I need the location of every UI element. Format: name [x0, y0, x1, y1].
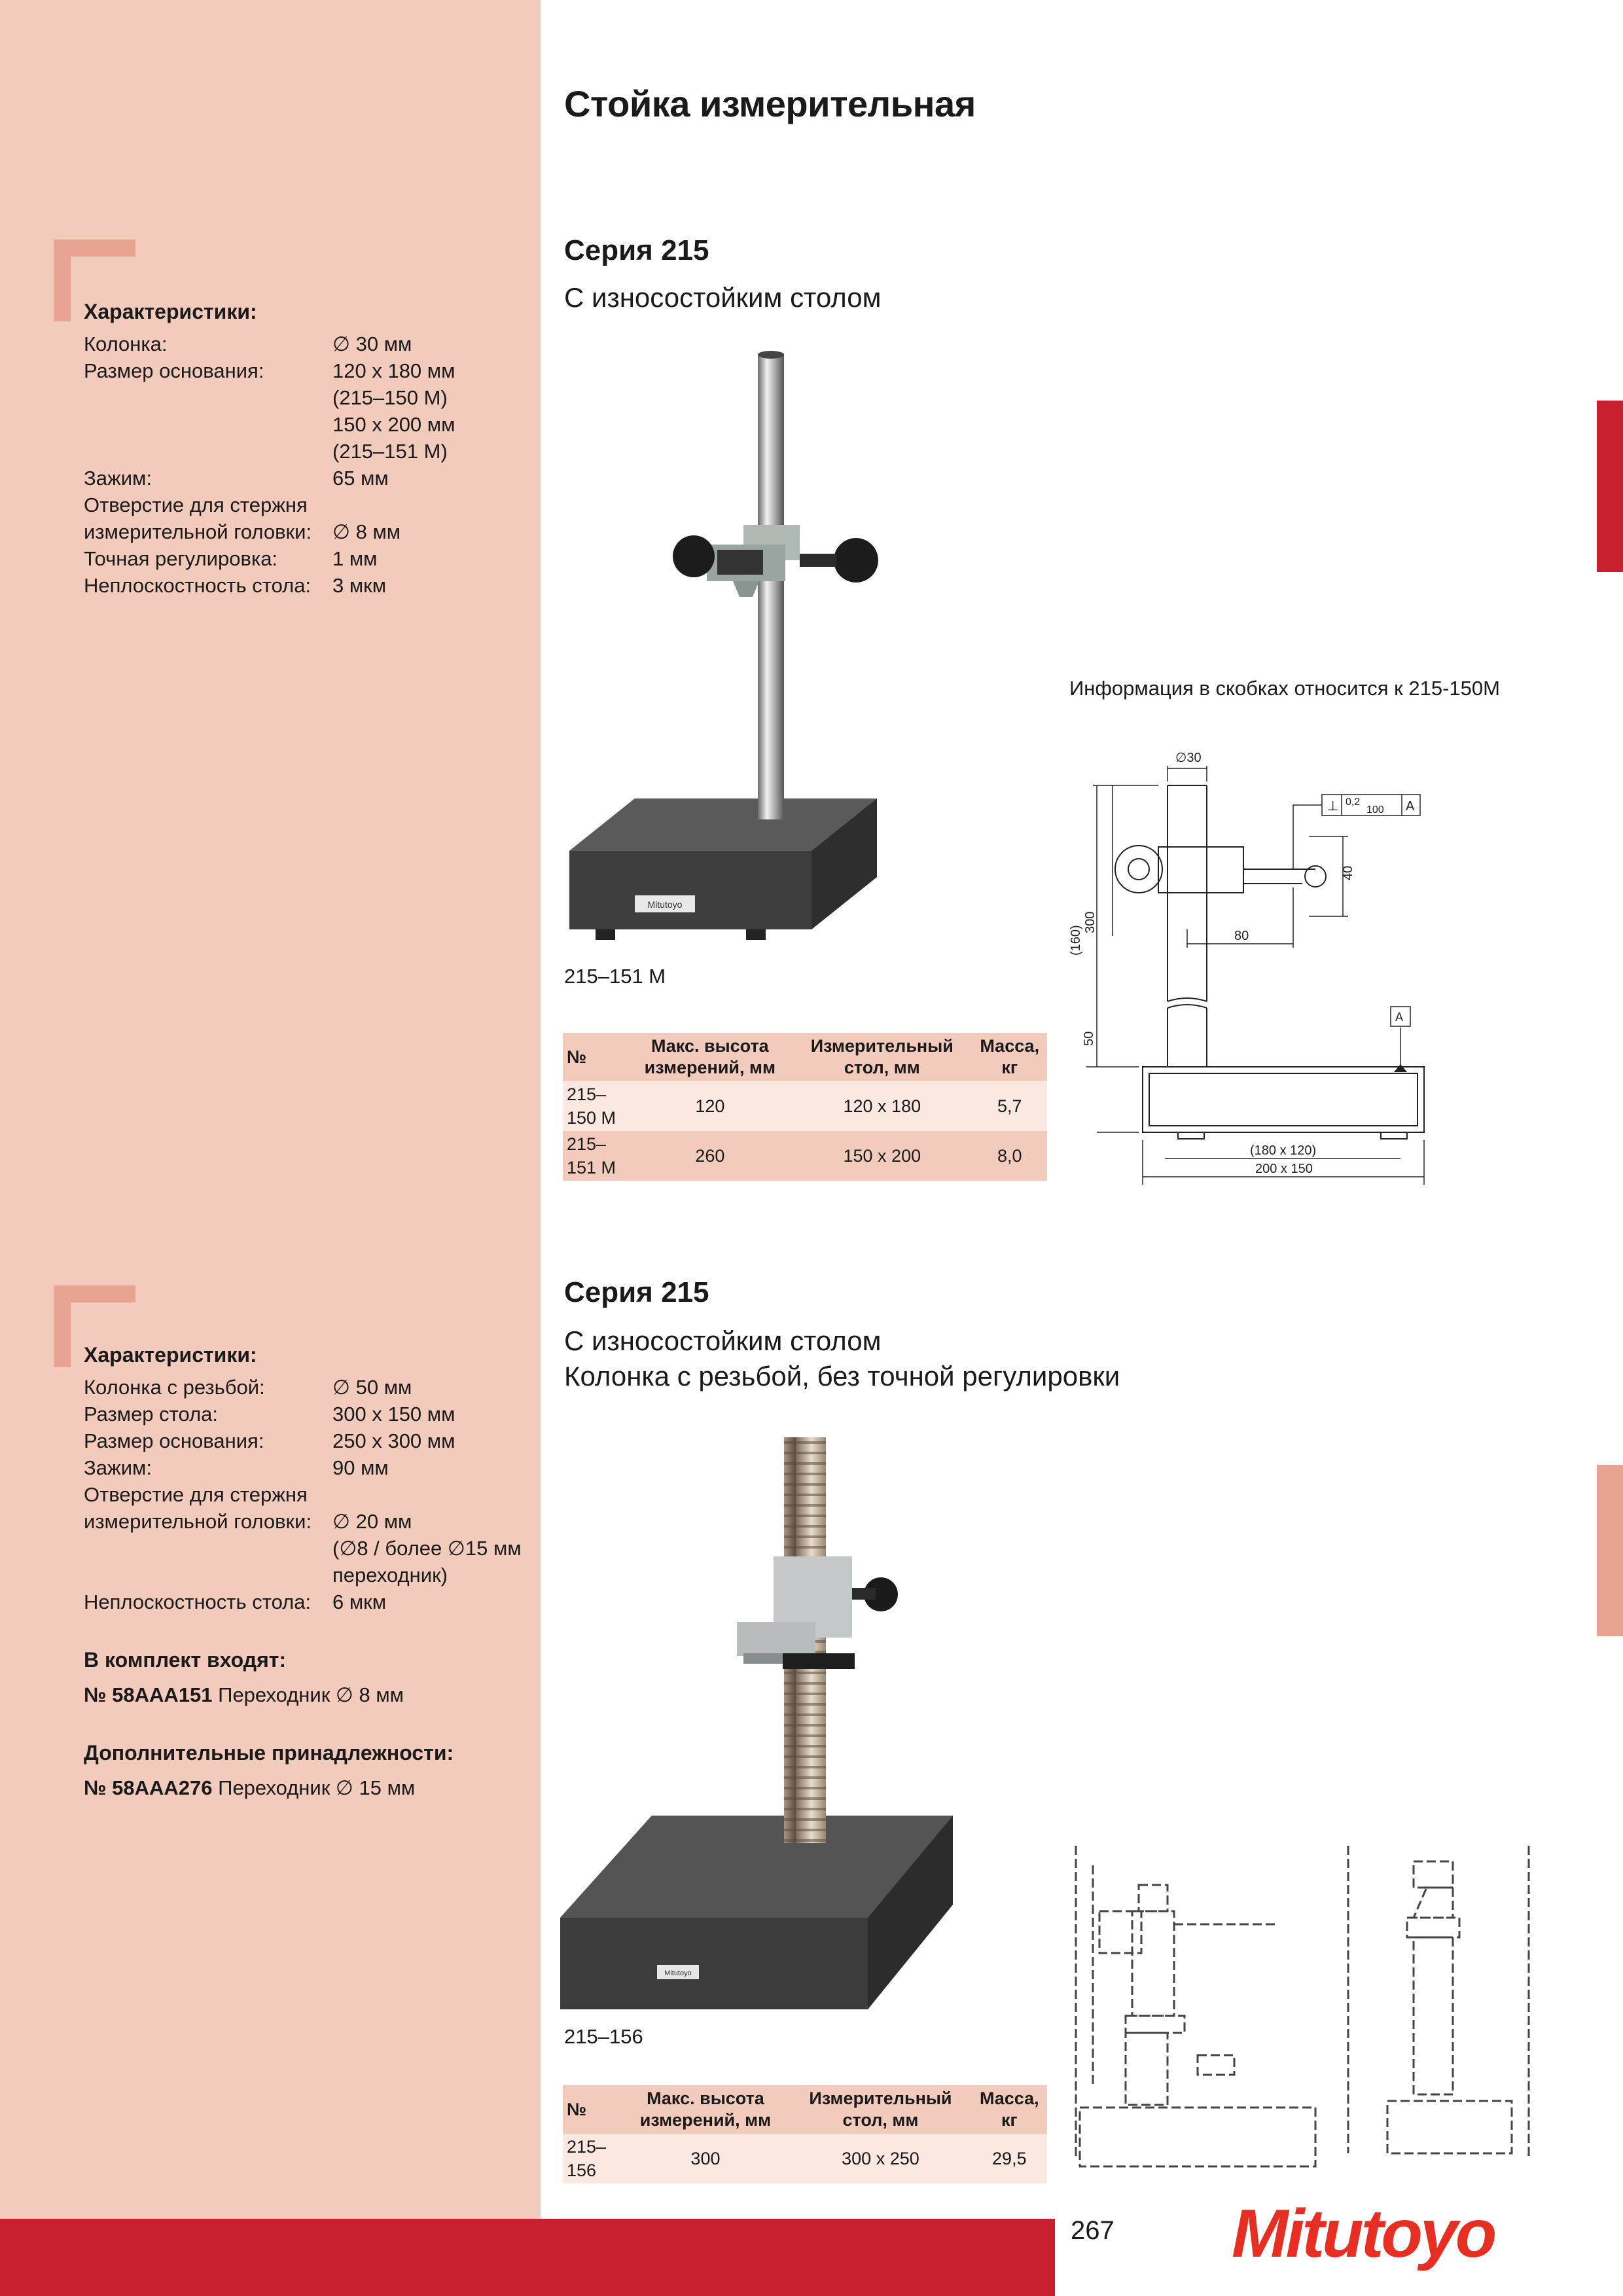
series-title: Серия 215 [564, 1276, 709, 1308]
spec-value: 90 мм [332, 1456, 389, 1479]
svg-text:40: 40 [1341, 865, 1355, 880]
spec-value: 120 x 180 мм [332, 359, 455, 382]
specs-product1 [84, 298, 535, 599]
svg-text:A: A [1406, 799, 1415, 814]
bracket-note: Информация в скобках относится к 215-150M [1069, 677, 1500, 700]
spec-value [332, 1481, 535, 1508]
series-title: Серия 215 [564, 234, 709, 266]
svg-text:A: A [1395, 1011, 1404, 1024]
spec-value: (215–151 M) [332, 440, 448, 463]
svg-text:80: 80 [1234, 929, 1249, 943]
accessory-item: № 58AAA276 Переходник ∅ 15 мм [84, 1776, 416, 1799]
table-row: 215–150 M 120 120 x 180 5,7 [563, 1081, 1047, 1131]
table-row: 215–151 M 260 150 x 200 8,0 [563, 1131, 1047, 1181]
spec-value: 6 мкм [332, 1590, 387, 1613]
spec-label: Неплоскостность стола: [84, 1590, 312, 1613]
col-header: Измерительный стол, мм [792, 1033, 972, 1081]
spec-label: Размер основания: [84, 359, 264, 382]
spec-label: Точная регулировка: [84, 547, 278, 570]
photo-caption: 215–151 M [564, 965, 666, 988]
page-title: Стойка измерительная [564, 83, 976, 124]
spec-row [84, 1588, 535, 1615]
spec-label: Зажим: [84, 467, 152, 490]
spec-value: ∅ 20 мм [332, 1510, 412, 1533]
spec-value: 65 мм [332, 467, 389, 490]
page-number: 267 [1071, 2216, 1115, 2245]
svg-text:∅30: ∅30 [1175, 751, 1202, 765]
spec-row [84, 1481, 535, 1508]
spec-row [84, 438, 535, 465]
spec-label: измерительной головки: [84, 1510, 312, 1533]
spec-value: 3 мкм [332, 574, 387, 597]
spec-value: 300 x 150 мм [332, 1403, 455, 1426]
specs-product2 [84, 1342, 535, 1801]
spec-label [84, 438, 332, 465]
col-header: № [563, 1033, 628, 1081]
spec-value: ∅ 30 мм [332, 332, 412, 355]
spec-value: ∅ 50 мм [332, 1376, 412, 1399]
series-subtitle: С износостойким столом [564, 282, 882, 313]
technical-drawing-215-151 [1060, 740, 1479, 1176]
included-item: № 58AAA151 Переходник ∅ 8 мм [84, 1683, 404, 1706]
technical-drawing-215-156 [1060, 1806, 1544, 2173]
spec-row [84, 1374, 535, 1401]
spec-label [84, 411, 332, 438]
spec-label: Отверстие для стержня [84, 1483, 308, 1506]
spec-label: Неплоскостность стола: [84, 574, 312, 597]
svg-text:(180 x 120): (180 x 120) [1250, 1143, 1317, 1158]
spec-value: 1 мм [332, 547, 378, 570]
included-title: В комплект входят: [84, 1648, 287, 1672]
spec-row [84, 331, 535, 357]
accessories-title: Дополнительные принадлежности: [84, 1741, 454, 1765]
col-header: Макс. высота измерений, мм [628, 1033, 793, 1081]
spec-value: 150 x 200 мм [332, 413, 455, 436]
spec-row [84, 465, 535, 492]
svg-text:(160): (160) [1069, 925, 1083, 956]
specs-title: Характеристики: [84, 300, 257, 323]
product-photo-215-156 [560, 1433, 966, 2022]
col-header: № [563, 2085, 622, 2134]
col-header: Масса, кг [972, 2085, 1047, 2134]
spec-label: Колонка с резьбой: [84, 1376, 265, 1399]
spec-row [84, 1454, 535, 1481]
spec-table-product1 [563, 1033, 1047, 1181]
spec-row [84, 1401, 535, 1427]
col-header: Масса, кг [972, 1033, 1047, 1081]
spec-row [84, 492, 535, 518]
spec-value: переходник) [332, 1564, 448, 1587]
spec-label [84, 1562, 332, 1588]
spec-label [84, 384, 332, 411]
svg-text:50: 50 [1082, 1031, 1096, 1046]
spec-label: измерительной головки: [84, 520, 312, 543]
col-header: Макс. высота измерений, мм [622, 2085, 790, 2134]
spec-value [332, 492, 535, 518]
section-tab-active[interactable] [1597, 401, 1623, 572]
spec-value: (215–150 M) [332, 386, 448, 409]
spec-label: Размер стола: [84, 1403, 219, 1426]
spec-label [84, 1535, 332, 1562]
series-subtitle: С износостойким столом Колонка с резьбой, без точной регулировки [564, 1325, 1120, 1391]
spec-row [84, 1427, 535, 1454]
specs-title: Характеристики: [84, 1343, 257, 1367]
spec-value: (∅8 / более ∅15 мм [332, 1537, 522, 1560]
spec-value: 250 x 300 мм [332, 1429, 455, 1452]
section-tab[interactable] [1597, 1465, 1623, 1636]
spec-row [84, 1535, 535, 1562]
spec-row [84, 572, 535, 599]
spec-row [84, 1508, 535, 1535]
spec-label: Зажим: [84, 1456, 152, 1479]
spec-row [84, 1562, 535, 1588]
spec-label: Колонка: [84, 332, 168, 355]
svg-text:⊥: ⊥ [1327, 799, 1339, 814]
col-header: Измерительный стол, мм [789, 2085, 971, 2134]
spec-row [84, 357, 535, 384]
spec-row [84, 384, 535, 411]
product-photo-215-151 [563, 353, 955, 969]
svg-text:300: 300 [1083, 911, 1097, 933]
svg-text:200 x 150: 200 x 150 [1255, 1162, 1313, 1176]
table-row: 215–156 300 300 x 250 29,5 [563, 2134, 1047, 2183]
spec-label: Размер основания: [84, 1429, 264, 1452]
svg-text:Mitutoyo: Mitutoyo [647, 899, 683, 910]
spec-row [84, 411, 535, 438]
spec-value: ∅ 8 мм [332, 520, 401, 543]
mitutoyo-logo: Mitutoyo [1232, 2196, 1495, 2272]
svg-text:0,2: 0,2 [1346, 797, 1361, 808]
bottom-bar [0, 2219, 1055, 2296]
spec-table-product2 [563, 2085, 1047, 2183]
spec-label: Отверстие для стержня [84, 493, 308, 516]
photo-caption: 215–156 [564, 2025, 643, 2048]
svg-text:Mitutoyo: Mitutoyo [664, 1969, 692, 1977]
spec-row [84, 545, 535, 572]
svg-text:100: 100 [1366, 804, 1384, 816]
spec-row [84, 518, 535, 545]
